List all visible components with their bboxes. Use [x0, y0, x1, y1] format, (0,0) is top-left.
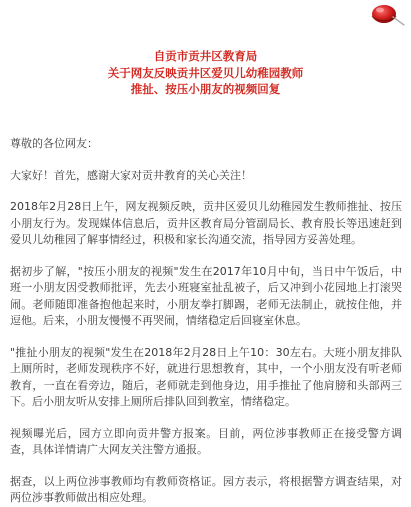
- notice-title: [0, 48, 411, 98]
- paragraph-1: 大家好！首先，感谢大家对贡井教育的关心关注！: [10, 168, 252, 182]
- paragraph-4: "推扯小朋友的视频"发生在2018年2月28日上午10：30左右。大班小朋友排队上厕所时，老师发现秩序不好，就进行思想教育，其中，一个小朋友没有听老师教育，一直在看旁边，随后，老师就走到他身边，用手推扯了他肩膀和头部两三下。后小朋友听从安排上厕所后排队回到教室，情绪稳定。: [10, 345, 402, 408]
- paragraph-2: 2018年2月28日上午，网友视频反映，贡井区爱贝儿幼稚园发生教师推扯、按压小朋友行为。发现媒体信息后，贡井区教育局分管副局长、教育股长等迅速赶到爱贝儿幼稚园了解事情经过，积极和家长沟通交流，指导园方妥善处理。: [10, 200, 402, 246]
- paragraph-3: 据初步了解，"按压小朋友的视频"发生在2017年10月中旬，当日中午饭后，中班一小朋友因受教师批评，先去小班寝室扯乱被子，后又冲到小花园地上打滚哭闹。老师随即准备抱他起来时，小朋友拳打脚踢，老师无法制止，就按住他，并逗他。后来，小朋友慢慢不再哭闹，情绪稳定后回寝室休息。: [10, 264, 402, 327]
- title-line-1: 自贡市贡井区教育局: [153, 49, 258, 63]
- title-line-3: 推扯、按压小朋友的视频回复: [130, 82, 281, 96]
- greeting: 尊敬的各位网友：: [10, 137, 98, 150]
- notice-body: [10, 136, 402, 507]
- paragraph-6: 据查，以上两位涉事教师均有教师资格证。园方表示，将根据警方调查结果，对两位涉事教师做出相应处理。: [10, 474, 402, 504]
- paragraph-5: 视频曝光后，园方立即向贡井警方报案。目前，两位涉事教师正在接受警方调查，具体详情请广大网友关注警方通报。: [10, 426, 402, 456]
- title-line-2: 关于网友反映贡井区爱贝儿幼稚园教师: [107, 65, 304, 80]
- red-pin-icon: [366, 2, 406, 28]
